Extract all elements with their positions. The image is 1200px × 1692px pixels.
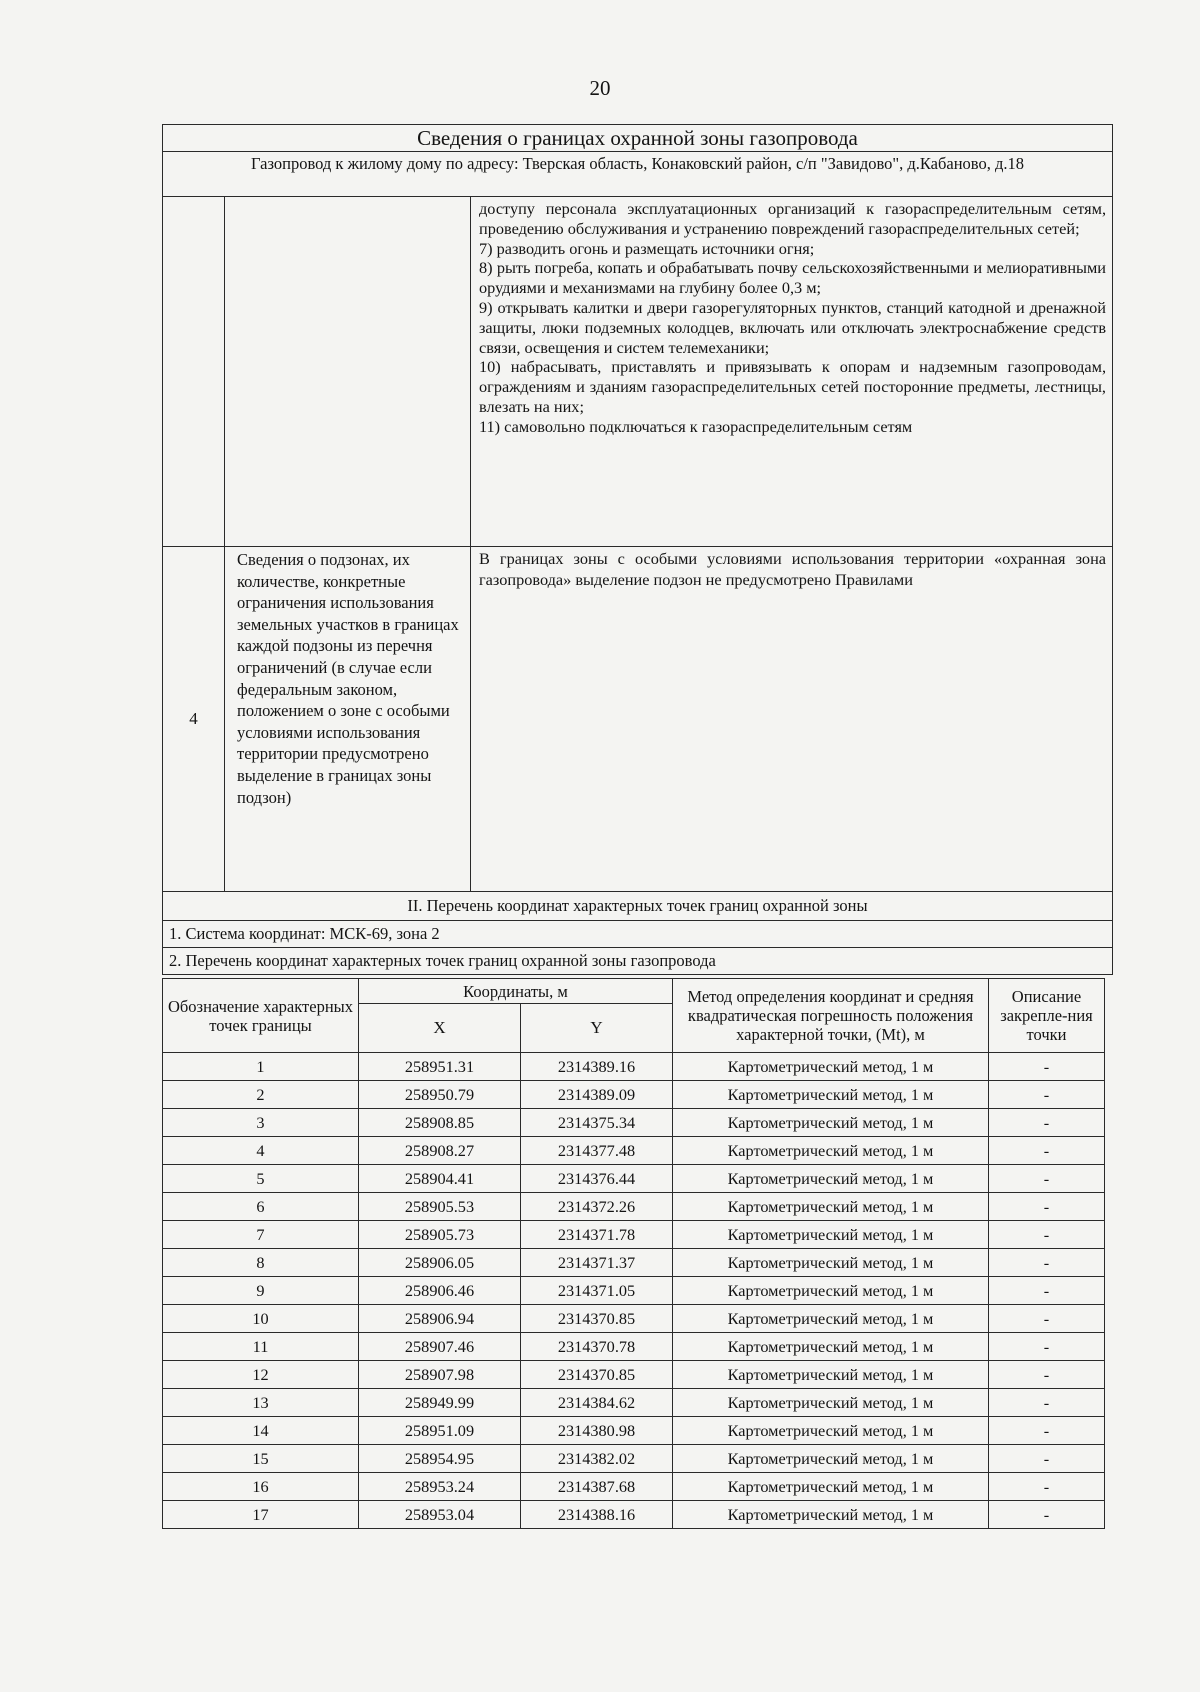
table-row bbox=[163, 1361, 1105, 1389]
method-cell: Картометрический метод, 1 м bbox=[673, 1193, 989, 1221]
y-coordinate-cell: 2314371.37 bbox=[521, 1249, 673, 1277]
table-row bbox=[163, 1389, 1105, 1417]
method-cell: Картометрический метод, 1 м bbox=[673, 1109, 989, 1137]
description-cell: - bbox=[989, 1081, 1105, 1109]
restriction-item: 8) рыть погреба, копать и обрабатывать почву сельскохозяйственными и мелиоративными орудиями и механизмами на глубину более 0,3 м; bbox=[479, 258, 1107, 298]
table-row bbox=[163, 1333, 1105, 1361]
method-cell: Картометрический метод, 1 м bbox=[673, 1305, 989, 1333]
point-number-cell: 17 bbox=[163, 1501, 359, 1529]
method-cell: Картометрический метод, 1 м bbox=[673, 1333, 989, 1361]
header-method: Метод определения координат и средняя квадратическая погрешность положения характерной точки, (Mt), м bbox=[673, 979, 989, 1053]
point-number-cell: 6 bbox=[163, 1193, 359, 1221]
x-coordinate-cell: 258906.46 bbox=[359, 1277, 521, 1305]
description-cell: - bbox=[989, 1165, 1105, 1193]
description-cell: - bbox=[989, 1137, 1105, 1165]
y-coordinate-cell: 2314371.78 bbox=[521, 1221, 673, 1249]
restriction-item: 9) открывать калитки и двери газорегуляторных пунктов, станций катодной и дренажной защиты, люки подземных колодцев, включать или отключать электроснабжение средств связи, освещения и систем телемеханики; bbox=[479, 297, 1107, 357]
method-cell: Картометрический метод, 1 м bbox=[673, 1277, 989, 1305]
y-coordinate-cell: 2314372.26 bbox=[521, 1193, 673, 1221]
x-coordinate-cell: 258905.53 bbox=[359, 1193, 521, 1221]
method-cell: Картометрический метод, 1 м bbox=[673, 1249, 989, 1277]
header-coordinates: Координаты, м bbox=[359, 979, 673, 1004]
point-number-cell: 1 bbox=[163, 1053, 359, 1081]
method-cell: Картометрический метод, 1 м bbox=[673, 1053, 989, 1081]
point-number-cell: 3 bbox=[163, 1109, 359, 1137]
description-cell: - bbox=[989, 1445, 1105, 1473]
x-coordinate-cell: 258953.04 bbox=[359, 1501, 521, 1529]
header-designation: Обозначение характерных точек границы bbox=[163, 979, 359, 1053]
point-number-cell: 15 bbox=[163, 1445, 359, 1473]
table-row bbox=[163, 1081, 1105, 1109]
point-number-cell: 13 bbox=[163, 1389, 359, 1417]
zone-info-table bbox=[162, 124, 1113, 975]
x-coordinate-cell: 258906.05 bbox=[359, 1249, 521, 1277]
point-number-cell: 16 bbox=[163, 1473, 359, 1501]
table-row bbox=[163, 1165, 1105, 1193]
table-row bbox=[163, 1473, 1105, 1501]
description-cell: - bbox=[989, 1193, 1105, 1221]
table-row bbox=[163, 1305, 1105, 1333]
point-number-cell: 10 bbox=[163, 1305, 359, 1333]
point-number-cell: 12 bbox=[163, 1361, 359, 1389]
coordinates-body bbox=[163, 1053, 1105, 1529]
subzones-text: В границах зоны с особыми условиями использования территории «охранная зона газопровода» выделение подзон не предусмотрено Правилами bbox=[471, 547, 1113, 892]
method-cell: Картометрический метод, 1 м bbox=[673, 1445, 989, 1473]
method-cell: Картометрический метод, 1 м bbox=[673, 1417, 989, 1445]
header-y: Y bbox=[521, 1004, 673, 1053]
description-cell: - bbox=[989, 1249, 1105, 1277]
y-coordinate-cell: 2314380.98 bbox=[521, 1417, 673, 1445]
table-row bbox=[163, 1417, 1105, 1445]
table-row bbox=[163, 1053, 1105, 1081]
method-cell: Картометрический метод, 1 м bbox=[673, 1501, 989, 1529]
point-number-cell: 8 bbox=[163, 1249, 359, 1277]
coordinate-list-title: 2. Перечень координат характерных точек границ охранной зоны газопровода bbox=[163, 948, 1113, 975]
description-cell: - bbox=[989, 1333, 1105, 1361]
y-coordinate-cell: 2314389.16 bbox=[521, 1053, 673, 1081]
x-coordinate-cell: 258908.27 bbox=[359, 1137, 521, 1165]
x-coordinate-cell: 258907.46 bbox=[359, 1333, 521, 1361]
table-row bbox=[163, 1501, 1105, 1529]
y-coordinate-cell: 2314376.44 bbox=[521, 1165, 673, 1193]
method-cell: Картометрический метод, 1 м bbox=[673, 1081, 989, 1109]
description-cell: - bbox=[989, 1361, 1105, 1389]
description-cell: - bbox=[989, 1417, 1105, 1445]
restriction-item: доступу персонала эксплуатационных организаций к газораспределительным сетям, проведению обслуживания и устранению повреждений газораспределительных сетей; bbox=[479, 199, 1107, 238]
coordinate-system: 1. Система координат: МСК-69, зона 2 bbox=[163, 921, 1113, 948]
table-row bbox=[163, 1193, 1105, 1221]
point-number-cell: 11 bbox=[163, 1333, 359, 1361]
method-cell: Картометрический метод, 1 м bbox=[673, 1165, 989, 1193]
point-number-cell: 9 bbox=[163, 1277, 359, 1305]
page-number: 20 bbox=[589, 76, 611, 100]
x-coordinate-cell: 258907.98 bbox=[359, 1361, 521, 1389]
row-number: 4 bbox=[163, 547, 225, 892]
restriction-item: 7) разводить огонь и размещать источники огня; bbox=[479, 238, 815, 258]
table-row bbox=[163, 1445, 1105, 1473]
table-row bbox=[163, 1109, 1105, 1137]
restrictions-cell bbox=[471, 197, 1113, 547]
y-coordinate-cell: 2314375.34 bbox=[521, 1109, 673, 1137]
y-coordinate-cell: 2314370.85 bbox=[521, 1305, 673, 1333]
table-row bbox=[163, 1221, 1105, 1249]
y-coordinate-cell: 2314377.48 bbox=[521, 1137, 673, 1165]
point-number-cell: 7 bbox=[163, 1221, 359, 1249]
restriction-item: 10) набрасывать, приставлять и привязывать к опорам и надземным газопроводам, ограждениям и зданиям газораспределительных сетей посторонние предметы, лестницы, влезать на них; bbox=[479, 357, 1107, 416]
y-coordinate-cell: 2314370.78 bbox=[521, 1333, 673, 1361]
description-cell: - bbox=[989, 1053, 1105, 1081]
x-coordinate-cell: 258951.31 bbox=[359, 1053, 521, 1081]
header-description: Описание закрепле-ния точки bbox=[989, 979, 1105, 1053]
method-cell: Картометрический метод, 1 м bbox=[673, 1137, 989, 1165]
description-cell: - bbox=[989, 1501, 1105, 1529]
table-subtitle: Газопровод к жилому дому по адресу: Тверская область, Конаковский район, с/п "Завидово", д.Кабаново, д.18 bbox=[163, 152, 1113, 197]
point-number-cell: 4 bbox=[163, 1137, 359, 1165]
table-row bbox=[163, 1277, 1105, 1305]
coordinates-table bbox=[162, 978, 1105, 1529]
empty-label-cell bbox=[225, 197, 471, 547]
x-coordinate-cell: 258906.94 bbox=[359, 1305, 521, 1333]
method-cell: Картометрический метод, 1 м bbox=[673, 1389, 989, 1417]
y-coordinate-cell: 2314388.16 bbox=[521, 1501, 673, 1529]
empty-number-cell bbox=[163, 197, 225, 547]
y-coordinate-cell: 2314387.68 bbox=[521, 1473, 673, 1501]
x-coordinate-cell: 258949.99 bbox=[359, 1389, 521, 1417]
x-coordinate-cell: 258951.09 bbox=[359, 1417, 521, 1445]
y-coordinate-cell: 2314370.85 bbox=[521, 1361, 673, 1389]
x-coordinate-cell: 258908.85 bbox=[359, 1109, 521, 1137]
description-cell: - bbox=[989, 1109, 1105, 1137]
method-cell: Картометрический метод, 1 м bbox=[673, 1221, 989, 1249]
table-title: Сведения о границах охранной зоны газопровода bbox=[163, 125, 1113, 152]
table-row bbox=[163, 1249, 1105, 1277]
y-coordinate-cell: 2314382.02 bbox=[521, 1445, 673, 1473]
x-coordinate-cell: 258905.73 bbox=[359, 1221, 521, 1249]
restriction-item: 11) самовольно подключаться к газораспределительным сетям bbox=[479, 416, 913, 436]
description-cell: - bbox=[989, 1277, 1105, 1305]
method-cell: Картометрический метод, 1 м bbox=[673, 1473, 989, 1501]
x-coordinate-cell: 258953.24 bbox=[359, 1473, 521, 1501]
description-cell: - bbox=[989, 1389, 1105, 1417]
description-cell: - bbox=[989, 1221, 1105, 1249]
method-cell: Картометрический метод, 1 м bbox=[673, 1361, 989, 1389]
y-coordinate-cell: 2314384.62 bbox=[521, 1389, 673, 1417]
point-number-cell: 14 bbox=[163, 1417, 359, 1445]
x-coordinate-cell: 258904.41 bbox=[359, 1165, 521, 1193]
section-title: II. Перечень координат характерных точек границ охранной зоны bbox=[163, 892, 1113, 921]
description-cell: - bbox=[989, 1305, 1105, 1333]
subzones-label: Сведения о подзонах, их количестве, конкретные ограничения использования земельных участков в границах каждой подзоны из перечня ограничений (в случае если федеральным законом, положением о зоне с особыми условиями использования территории предусмотрено выделение в границах зоны подзон) bbox=[225, 547, 471, 892]
y-coordinate-cell: 2314371.05 bbox=[521, 1277, 673, 1305]
y-coordinate-cell: 2314389.09 bbox=[521, 1081, 673, 1109]
table-row bbox=[163, 1137, 1105, 1165]
description-cell: - bbox=[989, 1473, 1105, 1501]
point-number-cell: 5 bbox=[163, 1165, 359, 1193]
header-x: X bbox=[359, 1004, 521, 1053]
point-number-cell: 2 bbox=[163, 1081, 359, 1109]
x-coordinate-cell: 258950.79 bbox=[359, 1081, 521, 1109]
x-coordinate-cell: 258954.95 bbox=[359, 1445, 521, 1473]
